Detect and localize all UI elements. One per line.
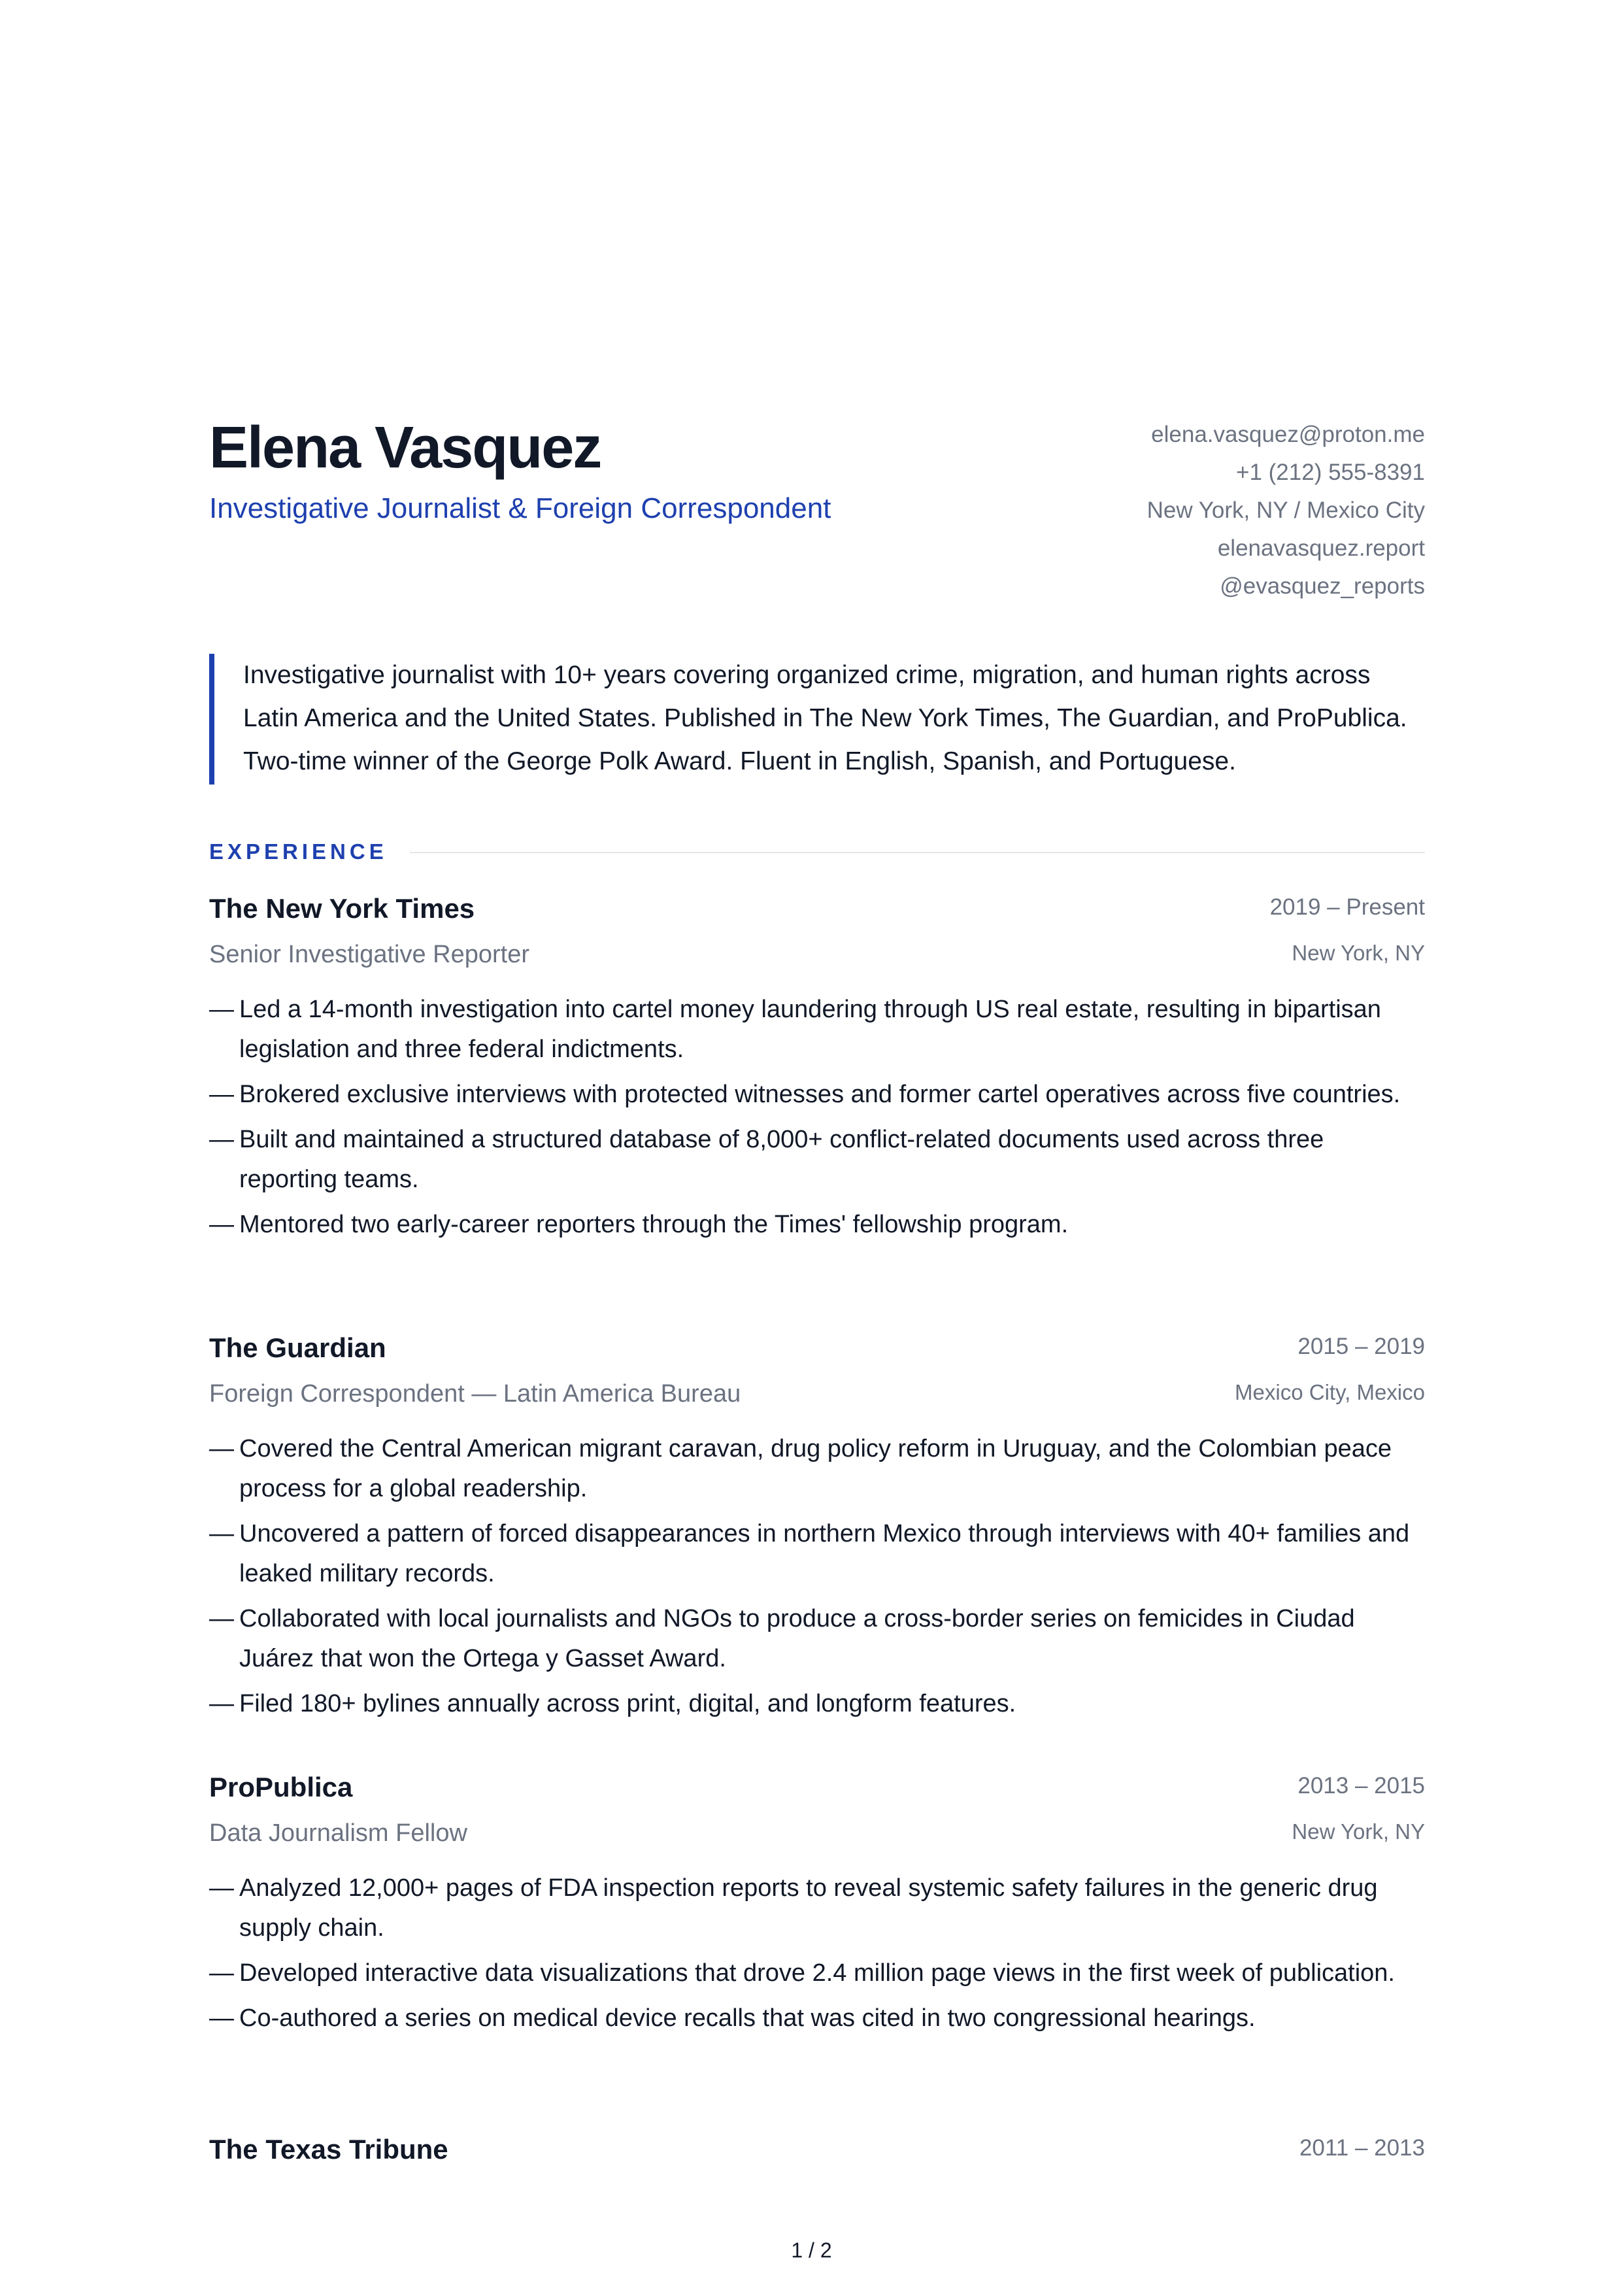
list-item: — Filed 180+ bylines annually across print, digital, and longform features. <box>209 1690 1016 1717</box>
job-org: The New York Times <box>209 893 475 924</box>
job-entry-guardian <box>209 1328 1425 1729</box>
list-item: — Analyzed 12,000+ pages of FDA inspection reports to reveal systemic safety failures in the generic drug supply chain. <box>209 1874 1378 1942</box>
job-bullets <box>209 990 1425 1245</box>
list-item: — Brokered exclusive interviews with protected witnesses and former cartel operatives across five countries. <box>209 1081 1401 1108</box>
job-dates: 2011 – 2013 <box>1299 2135 1425 2161</box>
job-org: The Texas Tribune <box>209 2134 448 2165</box>
job-title: Foreign Correspondent — Latin America Bureau <box>209 1380 741 1408</box>
page-number: 1 / 2 <box>791 2238 832 2262</box>
job-bullets <box>209 1868 1425 2038</box>
resume-header <box>209 412 1425 608</box>
contact-phone[interactable]: +1 (212) 555-8391 <box>1236 460 1425 485</box>
job-bullets <box>209 1429 1425 1724</box>
list-item: — Collaborated with local journalists and NGOs to produce a cross-border series on femicides in Ciudad Juárez that won the Ortega y Gasset Award. <box>209 1605 1355 1672</box>
list-item: — Developed interactive data visualizations that drove 2.4 million page views in the first week of publication. <box>209 1959 1395 1987</box>
job-entry-texas-tribune <box>209 2130 1425 2176</box>
job-location: Mexico City, Mexico <box>1235 1380 1425 1404</box>
contact-handle[interactable]: @evasquez_reports <box>1220 573 1425 599</box>
contact-email[interactable]: elena.vasquez@proton.me <box>1151 422 1425 447</box>
experience-section-header <box>209 836 1425 868</box>
list-item: — Led a 14-month investigation into cartel money laundering through US real estate, resulting in bipartisan legislation and three federal indictments. <box>209 996 1381 1063</box>
contact-website[interactable]: elenavasquez.report <box>1217 535 1425 561</box>
job-org: The Guardian <box>209 1332 386 1363</box>
job-title: Data Journalism Fellow <box>209 1819 467 1847</box>
list-item: — Co-authored a series on medical device recalls that was cited in two congressional hearings. <box>209 2004 1256 2032</box>
job-entry-nyt <box>209 889 1425 1250</box>
candidate-role: Investigative Journalist & Foreign Correspondent <box>209 492 831 524</box>
section-divider <box>399 852 1425 853</box>
list-item: — Built and maintained a structured database of 8,000+ conflict-related documents used across three reporting teams. <box>209 1126 1324 1193</box>
resume-page <box>209 0 1425 2296</box>
contact-location: New York, NY / Mexico City <box>1146 498 1425 523</box>
list-item: — Mentored two early-career reporters through the Times' fellowship program. <box>209 1211 1069 1238</box>
summary-block: Investigative journalist with 10+ years covering organized crime, migration, and human rights across Latin America and the United States. Published in The New York Times, The Guardian, and ProPublica. Two-time winner of the George Polk Award. Fluent in English, Spanish, and Portuguese. <box>209 654 1425 785</box>
job-dates: 2019 – Present <box>1269 894 1425 920</box>
section-title: EXPERIENCE <box>209 836 410 868</box>
job-location: New York, NY <box>1292 1819 1425 1844</box>
job-dates: 2013 – 2015 <box>1297 1773 1425 1798</box>
contact-block <box>1147 416 1425 605</box>
list-item: — Uncovered a pattern of forced disappearances in northern Mexico through interviews with 40+ families and leaked military records. <box>209 1520 1410 1587</box>
list-item: — Covered the Central American migrant caravan, drug policy reform in Uruguay, and the Colombian peace process for a global readership. <box>209 1435 1392 1502</box>
job-dates: 2015 – 2019 <box>1297 1334 1425 1359</box>
job-entry-propublica <box>209 1768 1425 2044</box>
job-title: Senior Investigative Reporter <box>209 941 530 968</box>
job-location: New York, NY <box>1292 941 1425 965</box>
job-org: ProPublica <box>209 1772 353 1802</box>
candidate-name: Elena Vasquez <box>209 415 601 481</box>
